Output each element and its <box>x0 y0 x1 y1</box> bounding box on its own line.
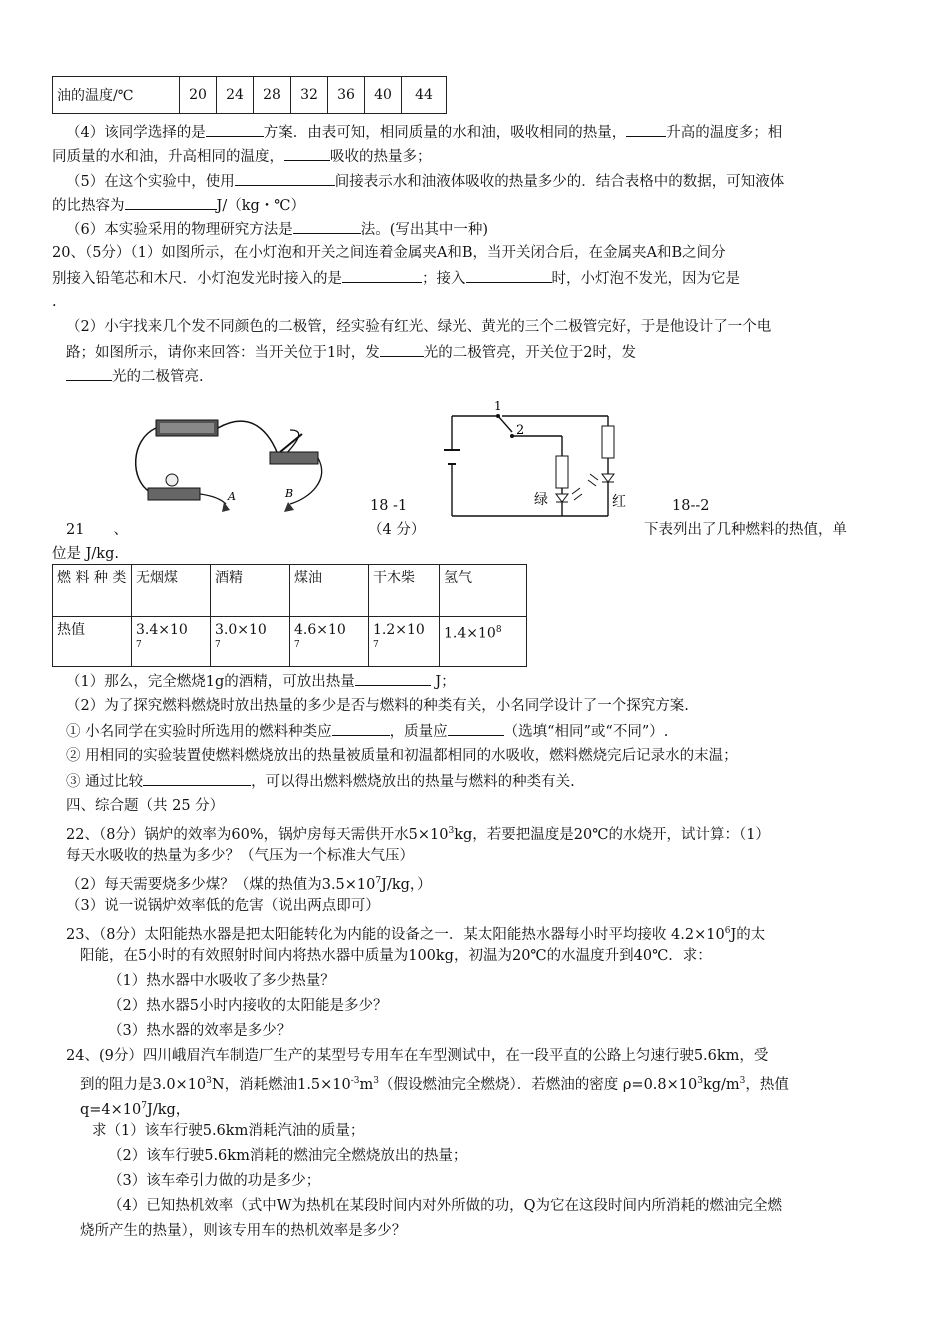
exponent: 7 <box>141 1101 147 1111</box>
text: （4）该同学选择的是 <box>66 125 206 141</box>
exponent: 3 <box>206 1076 212 1086</box>
value: 3.0×10 <box>215 622 267 638</box>
exponent: 3 <box>739 1076 746 1086</box>
exponent: 6 <box>724 926 731 936</box>
q20-line-3: . <box>52 294 57 310</box>
text: J/kg，） <box>381 876 432 893</box>
table-cell: 24 <box>217 77 254 114</box>
answer-blank[interactable] <box>143 771 251 786</box>
q20-line-4: （2）小宇找来几个发不同颜色的二极管，经实验有红光、绿光、黄光的三个二极管完好，于是他设计了一个电 <box>66 319 772 335</box>
text: ③ 通过比较 <box>66 774 144 790</box>
text: （1）那么，完全燃烧1g的酒精，可放出热量 <box>66 674 355 690</box>
q20-line-1: 20、（5分）（1）如图所示，在小灯泡和开关之间连着金属夹A和B，当开关闭合后，在金属夹A和B之间分 <box>52 245 726 261</box>
table-row-label: 热值 <box>53 617 132 667</box>
table-cell: 20 <box>180 77 217 114</box>
answer-blank[interactable] <box>626 122 666 137</box>
text: 光的二极管亮. <box>112 369 204 385</box>
answer-blank[interactable] <box>342 268 422 283</box>
value: 4.6×10 <box>294 622 346 638</box>
red-diode-icon <box>588 474 614 486</box>
exponent: 3 <box>373 1076 380 1086</box>
q22-line-1 <box>66 821 770 845</box>
table-cell <box>211 617 290 667</box>
q20-line-5 <box>66 342 636 363</box>
q20-line-2 <box>52 268 740 289</box>
q19-line-5b <box>52 195 305 216</box>
q23-line-4: （2）热水器5小时内接收的太阳能是多少？ <box>108 998 388 1014</box>
text: （2）每天需要烧多少煤？（煤的热值为3.5×10 <box>66 876 376 893</box>
text: （选填“相同”或“不同”）. <box>503 724 669 740</box>
table-cell <box>290 617 369 667</box>
text: （6）本实验采用的物理研究方法是 <box>66 222 293 238</box>
table-cell: 32 <box>291 77 328 114</box>
exponent: 7 <box>375 876 382 886</box>
answer-blank[interactable] <box>66 366 112 381</box>
q20-line-6 <box>66 366 204 387</box>
q24-line-7: （4）已知热机效率（式中W为热机在某段时间内对外所做的功，Q为它在这段时间内所消耗的燃油完全燃 <box>108 1198 783 1214</box>
q22-line-2: 每天水吸收的热量为多少？（气压为一个标准大气压） <box>66 848 414 864</box>
table-header: 无烟煤 <box>132 565 211 617</box>
text: （假设燃油完全燃烧）．若燃油的密度 ρ=0.8×10 <box>379 1076 698 1093</box>
text: 吸收的热量多； <box>330 149 432 165</box>
exponent: 3 <box>448 826 455 836</box>
value: 1.2×10 <box>373 622 425 638</box>
switch-icon <box>270 434 318 464</box>
text: 22、（8分）锅炉的效率为60%，锅炉房每天需供开水5×10 <box>66 826 449 843</box>
q22-line-4: （3）说一说锅炉效率低的危害（说出两点即可） <box>66 898 380 914</box>
answer-blank[interactable] <box>206 122 264 137</box>
q24-line-1: 24、(9分）四川峨眉汽车制造厂生产的某型号专用车在车型测试中，在一段平直的公路上匀速行驶5.6km，受 <box>66 1048 769 1064</box>
table-row-label: 油的温度/℃ <box>53 77 180 114</box>
text: 路；如图所示，请你来回答：当开关位于1时，发 <box>66 345 380 361</box>
q24-line-6: （3）该车牵引力做的功是多少； <box>108 1173 321 1189</box>
answer-blank[interactable] <box>332 721 390 736</box>
label-a: A <box>228 490 236 503</box>
answer-blank[interactable] <box>466 268 552 283</box>
table-cell: 40 <box>365 77 402 114</box>
q22-line-3 <box>66 871 432 895</box>
q23-line-2: 阳能，在5小时的有效照射时间内将热水器中质量为100kg，初温为20℃的水温度升到40℃．求： <box>80 948 712 964</box>
q21-score: （4 分） <box>368 522 426 538</box>
exponent: 7 <box>215 640 221 650</box>
text: 到的阻力是3.0×10 <box>80 1076 207 1093</box>
q24-line-8: 烧所产生的热量），则该专用车的热机效率是多少？ <box>80 1223 407 1239</box>
q21-number: 21 、 <box>66 522 128 538</box>
label-b: B <box>285 487 294 500</box>
text: 同质量的水和油，升高相同的温度， <box>52 149 284 165</box>
q24-line-5: （2）该车行驶5.6km消耗的燃油完全燃烧放出的热量； <box>108 1148 468 1164</box>
green-label: 绿 <box>534 492 548 508</box>
battery-icon <box>444 450 460 464</box>
resistor-icon <box>602 426 614 458</box>
table-cell: 28 <box>254 77 291 114</box>
table-header-label: 燃 料 种 类 <box>53 565 132 617</box>
text: J； <box>435 674 456 690</box>
text: ① 小名同学在实验时所选用的燃料种类应 <box>66 724 332 740</box>
text: 时，小灯泡不发光，因为它是 <box>551 271 740 287</box>
table-cell <box>440 617 527 667</box>
q23-line-3: （1）热水器中水吸收了多少热量？ <box>108 973 335 989</box>
text: ；接入 <box>422 271 466 287</box>
figure-18-1-circuit <box>130 400 360 520</box>
text: ，可以得出燃料燃烧放出的热量与燃料的种类有关. <box>251 774 575 790</box>
q21-intro: 下表列出了几种燃料的热值，单 <box>644 522 847 538</box>
battery-icon <box>156 420 218 436</box>
q21-sub-2: （2）为了探究燃料燃烧时放出热量的多少是否与燃料的种类有关，小名同学设计了一个探究方案. <box>66 698 689 714</box>
table-cell <box>132 617 211 667</box>
switch-label-2: 2 <box>516 423 525 438</box>
text: kg，若要把温度是20℃的水烧开，试计算：（1） <box>454 826 770 843</box>
text: 的比热容为 <box>52 198 125 214</box>
figure-18-2-caption: 18--2 <box>672 498 710 514</box>
q24-line-4: 求（1）该车行驶5.6km消耗汽油的质量； <box>92 1123 365 1139</box>
q23-line-5: （3）热水器的效率是多少？ <box>108 1023 292 1039</box>
exponent: 7 <box>136 640 142 650</box>
resistor-icon <box>556 456 568 488</box>
text: ，质量应 <box>389 724 448 740</box>
exponent: 3 <box>697 1076 703 1086</box>
text: 方案．由表可知，相同质量的水和油，吸收相同的热量， <box>263 125 627 141</box>
text: （5）在这个实验中，使用 <box>66 174 235 190</box>
exponent: -3 <box>350 1076 360 1086</box>
text: 23、（8分）太阳能热水器是把太阳能转化为内能的设备之一．某太阳能热水器每小时平均接收 4.2×10 <box>66 926 725 943</box>
q19-line-4 <box>66 122 782 143</box>
table-header: 酒精 <box>211 565 290 617</box>
exponent: 7 <box>294 640 300 650</box>
switch-label-1: 1 <box>494 399 502 413</box>
section-heading: 四、综合题（共 25 分） <box>66 798 225 814</box>
answer-blank[interactable] <box>448 721 504 736</box>
table-cell: 44 <box>402 77 447 114</box>
exponent: 8 <box>495 625 502 635</box>
answer-blank[interactable] <box>293 219 361 234</box>
value: 3.4×10 <box>136 622 188 638</box>
fuel-heat-value-table <box>52 564 527 667</box>
text: 别接入铅笔芯和木尺．小灯泡发光时接入的是 <box>52 271 342 287</box>
figure-18-2-circuit <box>440 398 640 520</box>
text: N，消耗燃油1.5×10 <box>211 1076 351 1093</box>
answer-blank[interactable] <box>380 342 424 357</box>
text: 升高的温度多；相 <box>666 125 783 141</box>
exponent: 7 <box>373 640 379 650</box>
green-diode-icon <box>556 488 582 502</box>
text: m <box>359 1076 374 1093</box>
text: 光的二极管亮，开关位于2时，发 <box>423 345 636 361</box>
text: 法。(写出其中一种) <box>360 222 489 238</box>
answer-blank[interactable] <box>125 195 217 210</box>
q19-line-6 <box>66 219 488 240</box>
table-header: 煤油 <box>290 565 369 617</box>
q21-sub-1 <box>66 671 456 692</box>
q21-sub-3 <box>66 721 668 742</box>
figure-18-1-caption: 18 -1 <box>370 498 408 514</box>
text: 间接表示水和油液体吸收的热量多少的．结合表格中的数据，可知液体 <box>334 174 785 190</box>
table-header: 氢气 <box>440 565 527 617</box>
text: ，热值 <box>745 1076 789 1093</box>
q24-line-2 <box>80 1071 789 1095</box>
q21-intro-2: 位是 J/kg. <box>52 546 119 562</box>
q24-line-3 <box>80 1096 190 1120</box>
bulb-icon <box>148 474 200 500</box>
q21-sub-4: ② 用相同的实验装置使燃料燃烧放出的热量被质量和初温都相同的水吸收，燃料燃烧完后记录水的末温； <box>66 748 738 764</box>
text: J/（kg・℃） <box>216 198 305 214</box>
q23-line-1 <box>66 921 765 945</box>
table-cell <box>369 617 440 667</box>
value: 1.4×10 <box>444 625 496 642</box>
table-header: 干木柴 <box>369 565 440 617</box>
q19-line-4b <box>52 146 432 167</box>
answer-blank[interactable] <box>284 146 330 161</box>
text: kg/m <box>702 1076 740 1093</box>
q19-line-5 <box>66 171 784 192</box>
answer-blank[interactable] <box>355 671 431 686</box>
red-label: 红 <box>612 494 626 510</box>
q21-sub-5 <box>66 771 575 792</box>
oil-temperature-table <box>52 76 447 114</box>
text: J/kg， <box>147 1101 191 1118</box>
text: J的太 <box>730 926 766 943</box>
answer-blank[interactable] <box>235 171 335 186</box>
text: q=4×10 <box>80 1101 142 1118</box>
table-cell: 36 <box>328 77 365 114</box>
